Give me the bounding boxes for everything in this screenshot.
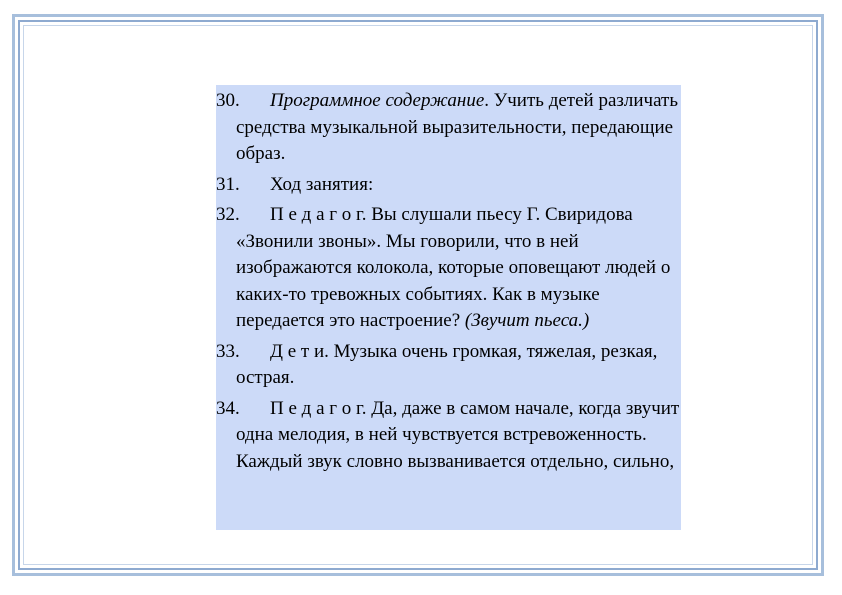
stage-direction: (Звучит пьеса.) <box>464 310 590 331</box>
paragraph-text: Ход занятия: <box>270 173 374 195</box>
paragraph-number: 33. <box>216 340 240 362</box>
paragraph-32 <box>216 202 681 335</box>
paragraph-34 <box>216 396 681 476</box>
program-content-label: Программное содержание <box>270 90 485 111</box>
paragraph-text: П е д а г о г. Вы слушали пьесу Г. Свиридова «Звонили звоны». Мы говорили, что в ней изображаются колокола, которые оповещают людей о каких-то тревожных событиях. Как в музыке передается это настроение? <box>236 204 671 331</box>
paragraph-30 <box>216 88 681 168</box>
paragraph-number: 32. <box>216 204 240 225</box>
paragraph-33 <box>216 339 681 392</box>
paragraph-text: . Учить детей различать средства музыкальной выразительности, передающие образ. <box>236 90 678 164</box>
paragraph-number: 30. <box>216 90 240 111</box>
paragraph-number: 31. <box>216 173 240 195</box>
paragraph-text: Д е т и. Музыка очень громкая, тяжелая, резкая, острая. <box>236 340 658 388</box>
paragraph-number: 34. <box>216 397 240 419</box>
paragraph-31 <box>216 172 681 199</box>
lesson-text-box <box>216 85 681 530</box>
paragraph-text: П е д а г о г. Да, даже в самом начале, когда звучит одна мелодия, в ней чувствуется встревоженность. Каждый звук словно вызванивается отдельно, сильно, <box>236 397 680 472</box>
